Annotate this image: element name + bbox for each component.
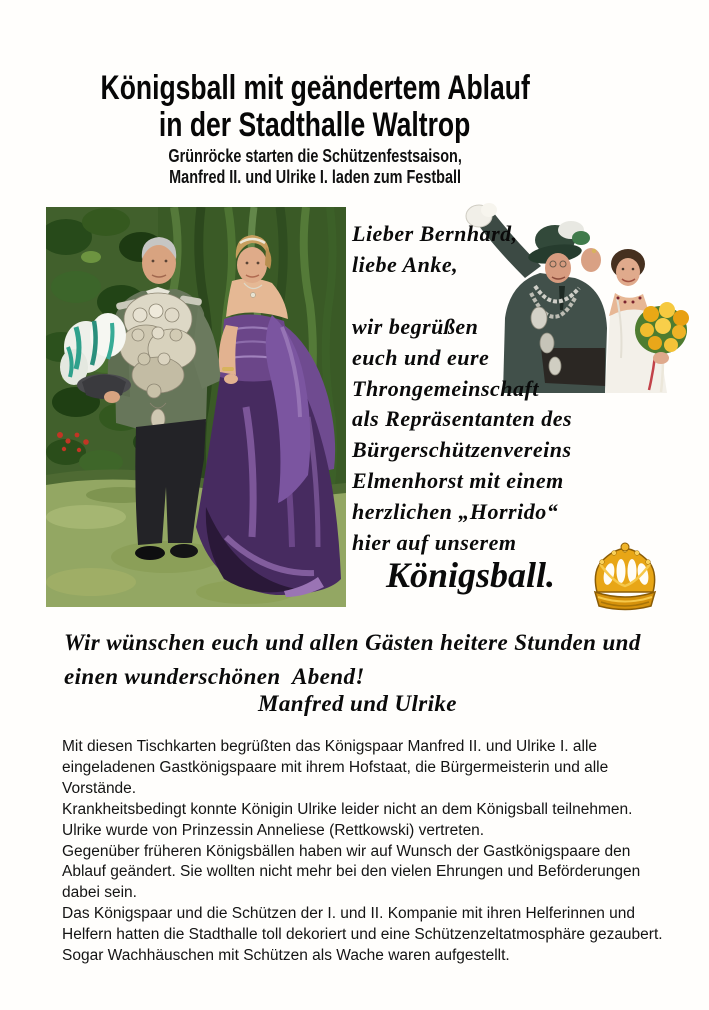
greeting-line: liebe Anke, (352, 251, 459, 277)
body-paragraph-1: Mit diesen Tischkarten begrüßten das Königspaar Manfred II. und Ulrike I. alle eingeladenen Gastkönigspaare mit ihrem Hofstaat, die Bürgermeisterin und alle Vorstände. (62, 738, 609, 797)
article-body (62, 737, 666, 967)
greeting-line: hier auf unserem (352, 530, 517, 556)
greeting-text (352, 219, 572, 559)
body-paragraph-4: Das Königspaar und die Schützen der I. und II. Kompanie mit ihren Helferinnen und Helfern hatten die Stadthalle toll dekoriert und eine Schützenzeltatmosphäre gezaubert. Sogar Wachhäuschen mit Schützen als Wache waren aufgestellt. (62, 905, 663, 965)
subtitle-line-2: Manfred II. und Ulrike I. laden zum Festball (169, 166, 461, 187)
greeting-line: wir begrüßen (352, 313, 479, 339)
greeting-line (352, 281, 572, 312)
couple-garden-photo (46, 207, 346, 607)
page-subtitle (0, 145, 630, 187)
greeting-line: Throngemeinschaft (352, 375, 539, 401)
greeting-line: euch und eure (352, 344, 490, 370)
wish-line-2: einen wunderschönen Abend! (64, 663, 365, 689)
gold-crown-icon (587, 542, 663, 612)
greeting-line: als Repräsentanten des (352, 406, 573, 432)
greeting-closing: Königsball. (386, 555, 556, 595)
wish-line-1: Wir wünschen euch und allen Gästen heitere Stunden und (64, 630, 641, 655)
gold-crown-illustration (587, 542, 663, 612)
subtitle-line-1: Grünröcke starten die Schützenfestsaison, (168, 145, 462, 166)
title-line-1: Königsball mit geändertem Ablauf (100, 69, 530, 107)
bouquet-woman (605, 249, 689, 393)
greeting-line: Elmenhorst mit einem (352, 468, 564, 494)
couple-garden-photo-illustration (46, 207, 346, 607)
title-line-2: in der Stadthalle Waltrop (159, 106, 471, 144)
signature: Manfred und Ulrike (258, 691, 457, 716)
page-title (0, 70, 630, 144)
greeting-line: herzlichen „Horrido“ (352, 499, 559, 525)
greeting-line: Lieber Bernhard, (352, 221, 518, 246)
body-paragraph-2: Krankheitsbedingt konnte Königin Ulrike leider nicht an dem Königsball teilnehmen. Ulrike wurde von Prinzessin Anneliese (Rettkowski) vertreten. (62, 800, 633, 839)
wish-text (64, 626, 684, 693)
body-paragraph-3: Gegenüber früheren Königsbällen haben wir auf Wunsch der Gastkönigspaare den Ablauf geändert. Sie wollten nicht mehr bei den vielen Ehrungen und Beförderungen dabei sein. (62, 842, 641, 902)
greeting-line: Bürgerschützenvereins (352, 437, 572, 463)
